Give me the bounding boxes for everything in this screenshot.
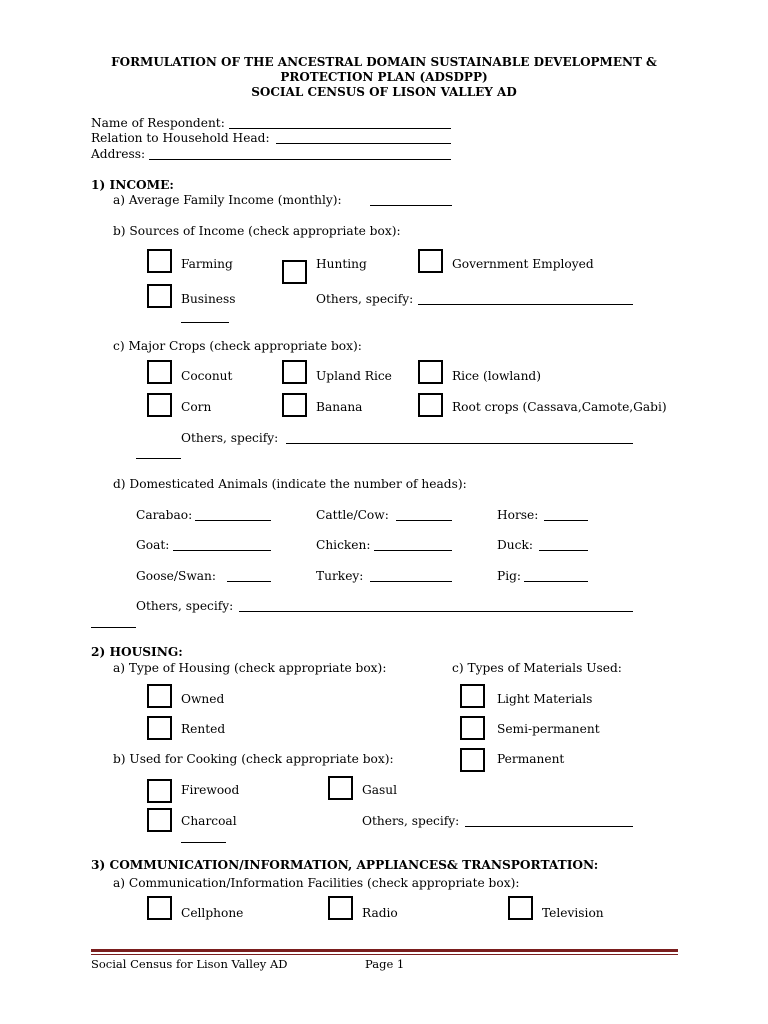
label-turkey: Turkey:: [316, 569, 364, 583]
option-permanent: Permanent: [497, 752, 565, 766]
income-others-field-cont[interactable]: [181, 322, 229, 323]
footer-page-number: Page 1: [365, 957, 405, 971]
animals-others-label: Others, specify:: [136, 599, 234, 613]
income-heading: 1) INCOME:: [91, 178, 174, 192]
checkbox-rice-lowland[interactable]: [418, 360, 443, 384]
option-business: Business: [181, 292, 236, 306]
checkbox-root-crops[interactable]: [418, 393, 443, 417]
option-cellphone: Cellphone: [181, 906, 244, 920]
field-carabao[interactable]: [195, 520, 271, 521]
income-others-label: Others, specify:: [316, 292, 414, 306]
checkbox-cellphone[interactable]: [147, 896, 172, 920]
option-banana: Banana: [316, 400, 363, 414]
document-title-line3: SOCIAL CENSUS OF LISON VALLEY AD: [251, 85, 517, 99]
footer-rule: [91, 949, 678, 952]
document-title-line2: PROTECTION PLAN (ADSDPP): [280, 70, 488, 84]
crops-others-label: Others, specify:: [181, 431, 279, 445]
communication-facilities-label: a) Communication/Information Facilities (check appropriate box):: [113, 876, 520, 890]
checkbox-firewood[interactable]: [147, 779, 172, 803]
checkbox-gasul[interactable]: [328, 776, 353, 800]
label-goose: Goose/Swan:: [136, 569, 216, 583]
checkbox-charcoal[interactable]: [147, 808, 172, 832]
label-pig: Pig:: [497, 569, 522, 583]
option-rented: Rented: [181, 722, 226, 736]
respondent-name-label: Name of Respondent:: [91, 116, 225, 130]
checkbox-television[interactable]: [508, 896, 533, 920]
cooking-others-label: Others, specify:: [362, 814, 460, 828]
income-others-field[interactable]: [418, 304, 633, 305]
cooking-others-field-cont[interactable]: [181, 842, 226, 843]
field-cattle[interactable]: [396, 520, 452, 521]
checkbox-light-materials[interactable]: [460, 684, 485, 708]
animals-others-field[interactable]: [239, 611, 633, 612]
average-income-label: a) Average Family Income (monthly):: [113, 193, 342, 207]
label-carabao: Carabao:: [136, 508, 193, 522]
option-radio: Radio: [362, 906, 398, 920]
address-field[interactable]: [149, 159, 451, 160]
option-upland-rice: Upland Rice: [316, 369, 392, 383]
checkbox-rented[interactable]: [147, 716, 172, 740]
animals-others-field-cont[interactable]: [91, 627, 136, 628]
field-turkey[interactable]: [370, 581, 452, 582]
checkbox-business[interactable]: [147, 284, 172, 308]
sources-income-label: b) Sources of Income (check appropriate box):: [113, 224, 401, 238]
option-rice-lowland: Rice (lowland): [452, 369, 541, 383]
housing-type-label: a) Type of Housing (check appropriate box):: [113, 661, 387, 675]
relation-label: Relation to Household Head:: [91, 131, 270, 145]
checkbox-permanent[interactable]: [460, 748, 485, 772]
label-duck: Duck:: [497, 538, 533, 552]
option-owned: Owned: [181, 692, 225, 706]
address-label: Address:: [91, 147, 146, 161]
label-horse: Horse:: [497, 508, 539, 522]
relation-field[interactable]: [276, 143, 451, 144]
option-coconut: Coconut: [181, 369, 233, 383]
checkbox-farming[interactable]: [147, 249, 172, 273]
option-semi-permanent: Semi-permanent: [497, 722, 600, 736]
field-goat[interactable]: [173, 550, 271, 551]
field-chicken[interactable]: [374, 550, 452, 551]
option-light-materials: Light Materials: [497, 692, 593, 706]
option-charcoal: Charcoal: [181, 814, 237, 828]
animals-label: d) Domesticated Animals (indicate the number of heads):: [113, 477, 467, 491]
option-root-crops: Root crops (Cassava,Camote,Gabi): [452, 400, 667, 414]
communication-heading: 3) COMMUNICATION/INFORMATION, APPLIANCES& TRANSPORTATION:: [91, 858, 599, 872]
footer-rule-thin: [91, 954, 678, 955]
cooking-label: b) Used for Cooking (check appropriate box):: [113, 752, 394, 766]
option-gasul: Gasul: [362, 783, 398, 797]
housing-heading: 2) HOUSING:: [91, 645, 183, 659]
cooking-others-field[interactable]: [465, 826, 633, 827]
field-horse[interactable]: [544, 520, 588, 521]
document-title-line1: FORMULATION OF THE ANCESTRAL DOMAIN SUSTAINABLE DEVELOPMENT &: [111, 55, 657, 69]
checkbox-hunting[interactable]: [282, 260, 307, 284]
checkbox-semi-permanent[interactable]: [460, 716, 485, 740]
checkbox-corn[interactable]: [147, 393, 172, 417]
checkbox-government-employed[interactable]: [418, 249, 443, 273]
field-pig[interactable]: [524, 581, 588, 582]
field-duck[interactable]: [539, 550, 588, 551]
option-corn: Corn: [181, 400, 212, 414]
respondent-name-field[interactable]: [229, 128, 451, 129]
label-cattle: Cattle/Cow:: [316, 508, 389, 522]
option-government-employed: Government Employed: [452, 257, 594, 271]
label-goat: Goat:: [136, 538, 170, 552]
option-firewood: Firewood: [181, 783, 240, 797]
major-crops-label: c) Major Crops (check appropriate box):: [113, 339, 362, 353]
option-farming: Farming: [181, 257, 233, 271]
label-chicken: Chicken:: [316, 538, 371, 552]
footer-document-name: Social Census for Lison Valley AD: [91, 957, 288, 971]
materials-label: c) Types of Materials Used:: [452, 661, 622, 675]
option-television: Television: [542, 906, 604, 920]
checkbox-owned[interactable]: [147, 684, 172, 708]
field-goose[interactable]: [227, 581, 271, 582]
checkbox-radio[interactable]: [328, 896, 353, 920]
average-income-field[interactable]: [370, 205, 452, 206]
crops-others-field-cont[interactable]: [136, 458, 181, 459]
checkbox-banana[interactable]: [282, 393, 307, 417]
checkbox-coconut[interactable]: [147, 360, 172, 384]
option-hunting: Hunting: [316, 257, 367, 271]
crops-others-field[interactable]: [286, 443, 633, 444]
checkbox-upland-rice[interactable]: [282, 360, 307, 384]
